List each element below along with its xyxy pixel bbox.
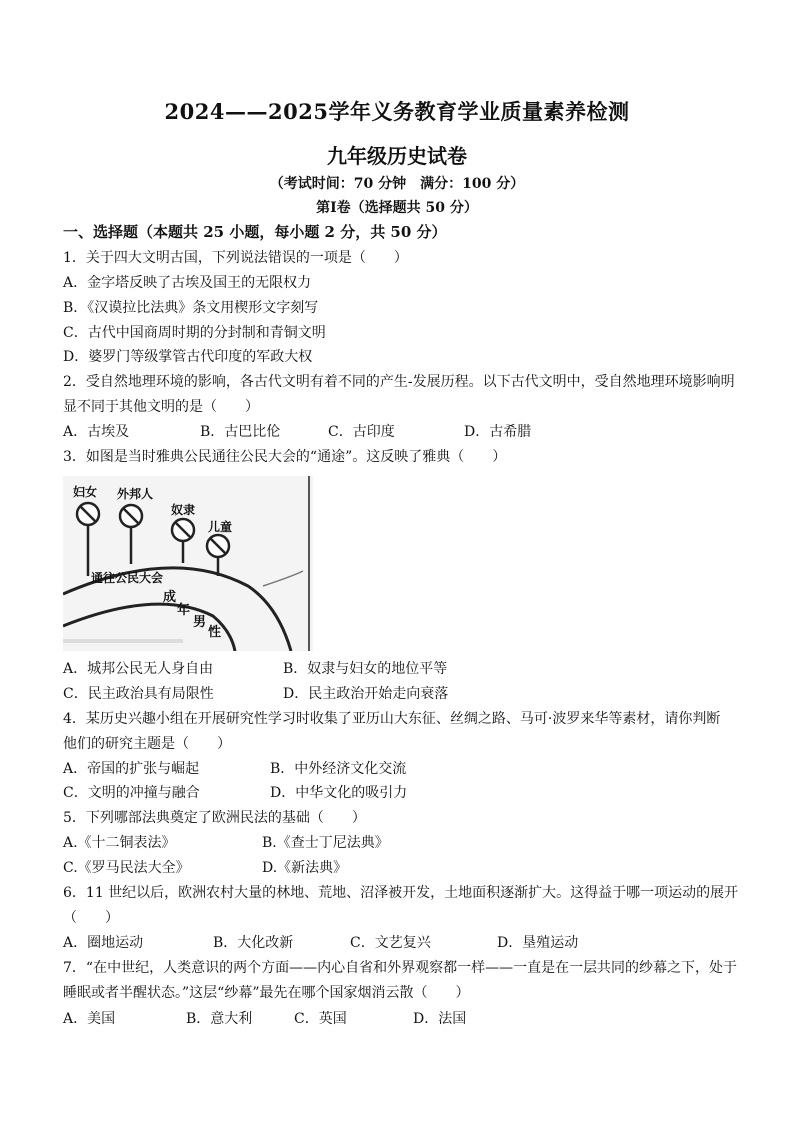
adult-label: 成 [163, 590, 177, 605]
question-stem: 1．关于四大文明古国，下列说法错误的一项是（ ） [63, 250, 408, 266]
question-option: A.《十二铜表法》 [63, 835, 176, 851]
question-option: B.《查士丁尼法典》 [262, 835, 389, 851]
question-option: D．法国 [413, 1011, 467, 1027]
figure-label: 妇女 [73, 485, 98, 499]
figure-label: 奴隶 [171, 503, 196, 517]
question-option: D．婆罗门等级掌管古代印度的军政大权 [63, 349, 313, 365]
question-stem: 睡眠或者半醒状态。”这层“纱幕”最先在哪个国家烟消云散（ ） [63, 985, 470, 1001]
question-stem: 5．下列哪部法典奠定了欧洲民法的基础（ ） [63, 810, 366, 826]
question-stem: 3．如图是当时雅典公民通往公民大会的“通途”。这反映了雅典（ ） [63, 449, 507, 465]
question-stem: （ ） [63, 910, 119, 926]
volume-heading: 第Ⅰ卷（选择题共 50 分） [316, 200, 478, 216]
question-option: B．古巴比伦 [200, 424, 281, 440]
question-option: C．英国 [294, 1011, 347, 1027]
figure-label: 外邦人 [117, 487, 154, 501]
question-option: D．垦殖运动 [497, 935, 579, 951]
exam-subtitle: 九年级历史试卷 [327, 144, 467, 168]
question-option: B．大化改新 [213, 935, 294, 951]
question-option: A．古埃及 [63, 424, 130, 440]
question-stem: 6．11 世纪以后，欧洲农村大量的林地、荒地、沼泽被开发，土地面积逐渐扩大。这得益于哪一项运动的展开 [63, 885, 739, 901]
question-option: C．古代中国商周时期的分封制和青铜文明 [63, 325, 326, 341]
question-option: A．帝国的扩张与崛起 [63, 761, 200, 777]
question-option: C．文明的冲撞与融合 [63, 785, 200, 801]
question-option: A．美国 [63, 1011, 116, 1027]
section-heading: 一、选择题（本题共 25 小题，每小题 2 分，共 50 分） [63, 223, 447, 241]
assembly-road-figure [63, 476, 313, 651]
question-option: A．圈地运动 [63, 935, 144, 951]
question-option: D．古希腊 [464, 424, 532, 440]
question-stem: 显不同于其他文明的是（ ） [63, 399, 259, 415]
question-option: D.《新法典》 [262, 860, 348, 876]
question-option: B．意大利 [186, 1011, 253, 1027]
question-stem: 他们的研究主题是（ ） [63, 736, 231, 752]
question-stem: 2．受自然地理环境的影响，各古代文明有着不同的产生-发展历程。以下古代文明中，受自然地理环境影响明 [63, 374, 735, 390]
adult-label: 男 [193, 615, 207, 630]
adult-label: 性 [208, 625, 222, 640]
question-stem: 4．某历史兴趣小组在开展研究性学习时收集了亚历山大东征、丝绸之路、马可·波罗来华等素材，请你判断 [63, 711, 721, 727]
road-label: 通往公民大会 [91, 571, 164, 585]
adult-label: 年 [177, 603, 191, 618]
question-option: A．金字塔反映了古埃及国王的无限权力 [63, 275, 312, 291]
exam-info: （考试时间：70 分钟 满分：100 分） [269, 176, 525, 192]
question-option: C．文艺复兴 [350, 935, 431, 951]
figure-label: 儿童 [208, 520, 233, 534]
question-option: D．民主政治开始走向衰落 [283, 686, 449, 702]
question-option: B．奴隶与妇女的地位平等 [283, 661, 448, 677]
question-option: B．中外经济文化交流 [270, 761, 407, 777]
question-option: D．中华文化的吸引力 [270, 785, 408, 801]
question-option: A．城邦公民无人身自由 [63, 661, 214, 677]
question-option: C．民主政治具有局限性 [63, 686, 214, 702]
question-stem: 7．“在中世纪，人类意识的两个方面——内心自省和外界观察都一样——一直是在一层共同的纱幕之下，处于 [63, 960, 738, 976]
exam-title: 2024——2025学年义务教育学业质量素养检测 [164, 99, 630, 124]
question-option: C．古印度 [328, 424, 395, 440]
question-option: B．《汉谟拉比法典》条文用楔形文字刻写 [63, 300, 319, 316]
question-option: C.《罗马民法大全》 [63, 860, 190, 876]
